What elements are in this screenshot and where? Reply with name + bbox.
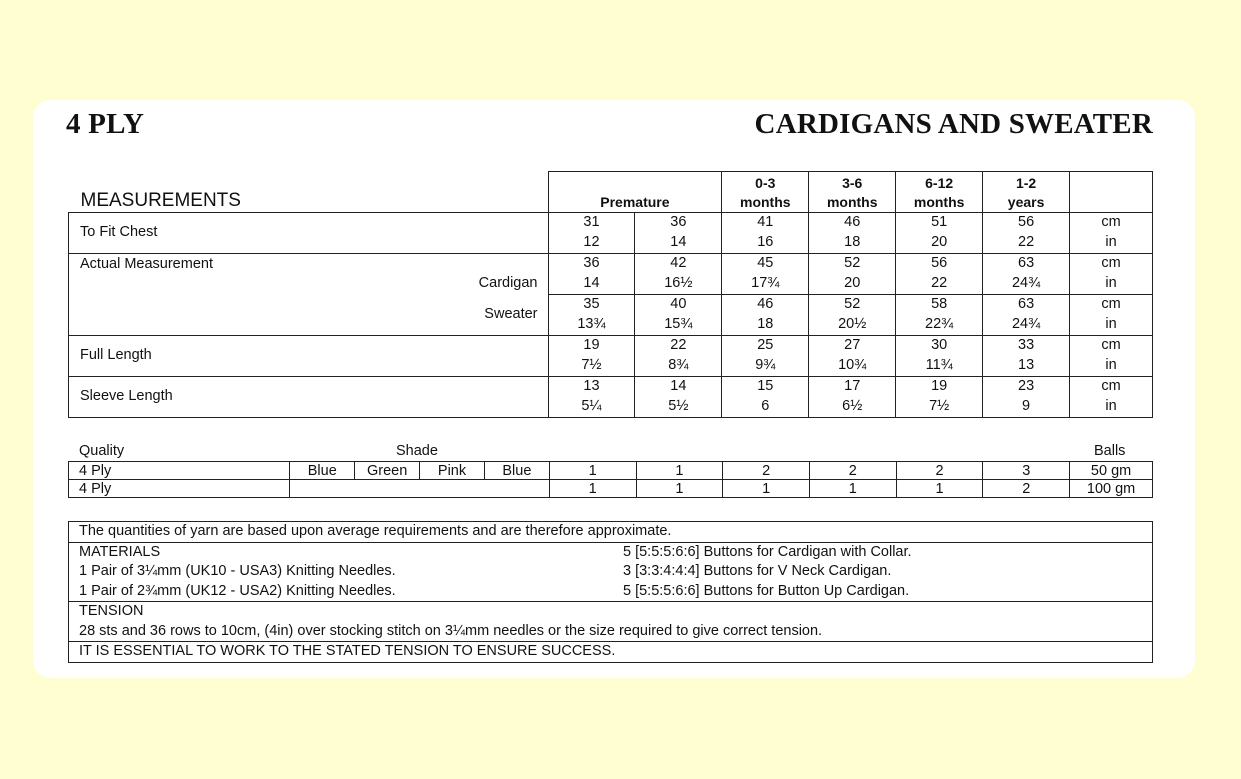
in-value: 6	[722, 397, 809, 418]
cm-value: 46	[722, 294, 809, 315]
measurement-sublabel: Cardigan	[478, 274, 538, 291]
in-value: 22	[983, 233, 1070, 254]
shade-empty	[290, 480, 550, 498]
in-value: 5¼	[548, 397, 635, 418]
in-value: 20	[896, 233, 983, 254]
measurement-label-cell	[69, 253, 549, 294]
balls-value: 1	[723, 480, 810, 498]
shade-label: Shade	[396, 443, 438, 459]
materials-left	[69, 543, 613, 602]
balls-label: Balls	[1094, 443, 1126, 459]
cm-value: 22	[635, 335, 722, 356]
measurement-label: Full Length	[80, 347, 152, 363]
cm-value: 36	[548, 253, 635, 274]
materials-row	[69, 543, 1152, 602]
size-header-premature	[548, 172, 722, 213]
unit-cm: cm	[1070, 294, 1153, 315]
cm-value: 31	[548, 212, 635, 233]
cm-value: 23	[983, 376, 1070, 397]
in-value: 5½	[635, 397, 722, 418]
yarn-weight-title: 4 PLY	[66, 108, 145, 140]
quality-value: 4 Ply	[69, 480, 290, 498]
size-header-row	[69, 172, 1153, 213]
in-value: 14	[635, 233, 722, 254]
measurement-row	[69, 376, 1153, 397]
in-value: 15¾	[635, 315, 722, 336]
in-value: 24¾	[983, 274, 1070, 295]
in-value: 9	[983, 397, 1070, 418]
measurement-row	[69, 335, 1153, 356]
in-value: 6½	[809, 397, 896, 418]
measurement-row	[69, 212, 1153, 233]
size-header-label: Premature	[600, 193, 670, 210]
size-header-range: 6-12	[925, 174, 954, 191]
measurement-row	[69, 253, 1153, 274]
buttons-item: 5 [5:5:5:6:6] Buttons for Button Up Cardigan.	[623, 582, 910, 599]
in-value: 22	[896, 274, 983, 295]
measurement-label: Sleeve Length	[80, 388, 173, 404]
cm-value: 33	[983, 335, 1070, 356]
balls-value: 2	[983, 480, 1070, 498]
measurement-label-cell	[69, 335, 549, 376]
cm-value: 27	[809, 335, 896, 356]
measurement-label: Actual Measurement	[80, 255, 213, 272]
cm-value: 63	[983, 294, 1070, 315]
in-value: 17¾	[722, 274, 809, 295]
unit-in: in	[1070, 315, 1153, 336]
in-value: 16½	[635, 274, 722, 295]
unit-cm: cm	[1070, 335, 1153, 356]
size-header-range: 1-2	[1015, 174, 1037, 191]
cm-value: 56	[983, 212, 1070, 233]
in-value: 11¾	[896, 356, 983, 377]
size-header-3-6	[809, 172, 896, 213]
in-value: 10¾	[809, 356, 896, 377]
balls-value: 2	[896, 462, 983, 480]
pattern-title: CARDIGANS AND SWEATER	[754, 108, 1153, 140]
shade-value: Green	[355, 462, 420, 480]
measurements-title: MEASUREMENTS	[80, 189, 241, 211]
in-value: 13¾	[548, 315, 635, 336]
measurement-label: To Fit Chest	[80, 224, 158, 240]
cm-value: 25	[722, 335, 809, 356]
essential-note: IT IS ESSENTIAL TO WORK TO THE STATED TENSION TO ENSURE SUCCESS.	[69, 641, 1152, 662]
yarn-quantities-table	[68, 461, 1153, 498]
cm-value: 46	[809, 212, 896, 233]
unit-cm: cm	[1070, 376, 1153, 397]
materials-section	[69, 542, 1152, 602]
in-value: 20	[809, 274, 896, 295]
in-value: 24¾	[983, 315, 1070, 336]
cm-value: 13	[548, 376, 635, 397]
quality-label: Quality	[79, 443, 125, 459]
size-header-unit: months	[913, 193, 965, 210]
notes-box	[68, 521, 1153, 663]
size-header-unit: years	[1007, 193, 1045, 210]
balls-value: 1	[636, 462, 723, 480]
cm-value: 35	[548, 294, 635, 315]
cm-value: 17	[809, 376, 896, 397]
cm-value: 15	[722, 376, 809, 397]
in-value: 12	[548, 233, 635, 254]
shade-value: Blue	[290, 462, 355, 480]
in-value: 22¾	[896, 315, 983, 336]
tension-section	[69, 601, 1152, 641]
ball-weight: 50 gm	[1070, 462, 1153, 480]
cm-value: 52	[809, 294, 896, 315]
cm-value: 63	[983, 253, 1070, 274]
in-value: 16	[722, 233, 809, 254]
balls-value: 1	[549, 480, 636, 498]
measurements-table	[68, 171, 1153, 418]
unit-in: in	[1070, 233, 1153, 254]
cm-value: 58	[896, 294, 983, 315]
cm-value: 42	[635, 253, 722, 274]
quality-value: 4 Ply	[69, 462, 290, 480]
tension-title: TENSION	[79, 603, 144, 619]
in-value: 18	[809, 233, 896, 254]
in-value: 20½	[809, 315, 896, 336]
size-header-6-12	[896, 172, 983, 213]
unit-in: in	[1070, 356, 1153, 377]
cm-value: 45	[722, 253, 809, 274]
materials-title: MATERIALS	[79, 543, 161, 560]
cm-value: 56	[896, 253, 983, 274]
materials-right	[613, 543, 912, 602]
balls-value: 2	[723, 462, 810, 480]
measurement-label-cell	[69, 294, 549, 335]
cm-value: 51	[896, 212, 983, 233]
in-value: 18	[722, 315, 809, 336]
buttons-item: 5 [5:5:5:6:6] Buttons for Cardigan with Collar.	[623, 543, 912, 560]
in-value: 14	[548, 274, 635, 295]
measurement-label-cell	[69, 212, 549, 253]
yarn-row	[69, 480, 1153, 498]
balls-value: 1	[809, 480, 896, 498]
balls-value: 2	[809, 462, 896, 480]
measurement-label-cell	[69, 376, 549, 417]
needles-item: 1 Pair of 2¾mm (UK12 - USA2) Knitting Needles.	[79, 582, 396, 599]
needles-item: 1 Pair of 3¼mm (UK10 - USA3) Knitting Needles.	[79, 563, 396, 579]
in-value: 13	[983, 356, 1070, 377]
size-header-unit: months	[826, 193, 878, 210]
in-value: 7½	[896, 397, 983, 418]
balls-value: 1	[549, 462, 636, 480]
shade-value: Pink	[420, 462, 485, 480]
ball-weight: 100 gm	[1070, 480, 1153, 498]
size-header-range: 0-3	[755, 174, 776, 191]
size-header-0-3	[722, 172, 809, 213]
measurement-row	[69, 294, 1153, 315]
size-header-unit: months	[740, 193, 791, 210]
size-header-1-2	[983, 172, 1070, 213]
yarn-row	[69, 462, 1153, 480]
unit-cm: cm	[1070, 253, 1153, 274]
tension-text: 28 sts and 36 rows to 10cm, (4in) over stocking stitch on 3¼mm needles or the size required to give correct tension.	[79, 622, 823, 639]
measurement-sublabel: Sweater	[484, 305, 538, 322]
cm-value: 52	[809, 253, 896, 274]
cm-value: 36	[635, 212, 722, 233]
cm-value: 19	[548, 335, 635, 356]
balls-value: 3	[983, 462, 1070, 480]
unit-cm: cm	[1070, 212, 1153, 233]
shade-value: Blue	[484, 462, 549, 480]
unit-in: in	[1070, 274, 1153, 295]
cm-value: 14	[635, 376, 722, 397]
cm-value: 41	[722, 212, 809, 233]
in-value: 7½	[548, 356, 635, 377]
size-header-range: 3-6	[842, 174, 863, 191]
cm-value: 19	[896, 376, 983, 397]
quantities-note: The quantities of yarn are based upon average requirements and are therefore approximate.	[79, 523, 672, 539]
cm-value: 40	[635, 294, 722, 315]
in-value: 8¾	[635, 356, 722, 377]
cm-value: 30	[896, 335, 983, 356]
unit-header	[1070, 172, 1153, 213]
balls-value: 1	[636, 480, 723, 498]
in-value: 9¾	[722, 356, 809, 377]
buttons-item: 3 [3:3:4:4:4] Buttons for V Neck Cardigan.	[623, 563, 892, 579]
balls-value: 1	[896, 480, 983, 498]
unit-in: in	[1070, 397, 1153, 418]
